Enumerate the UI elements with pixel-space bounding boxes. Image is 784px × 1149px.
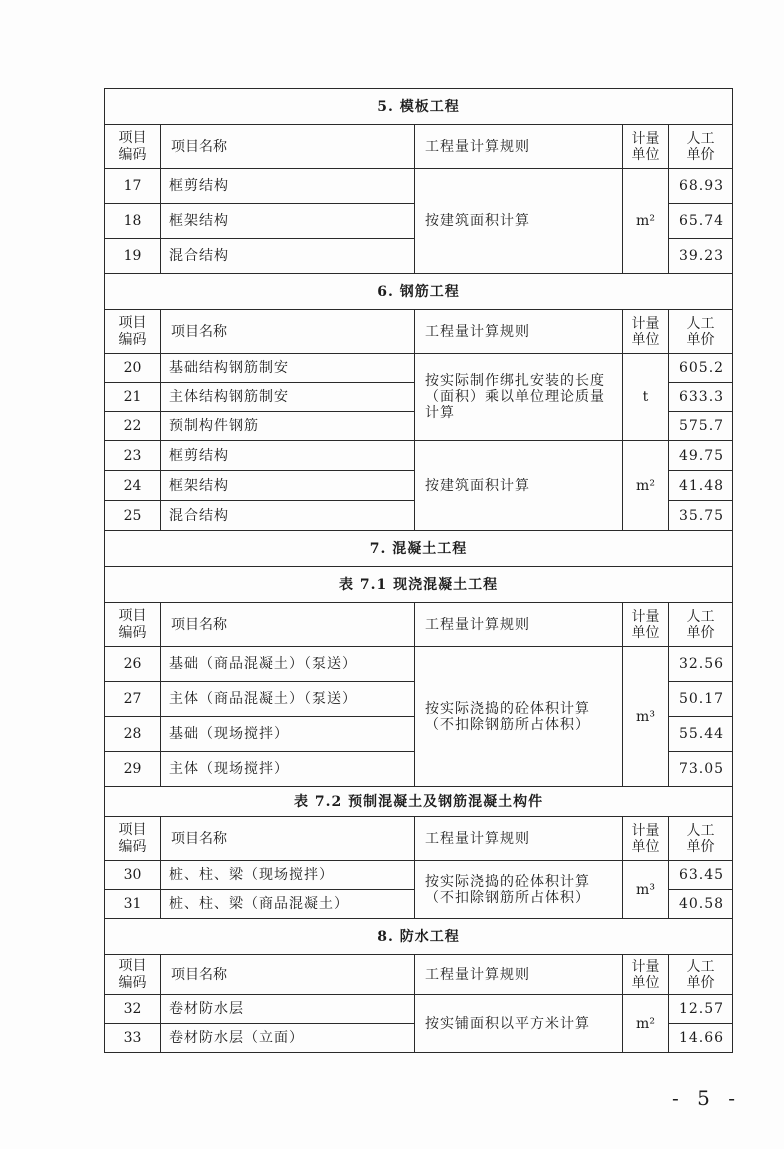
unit: m² xyxy=(623,441,669,531)
labor-price: 65.74 xyxy=(669,204,733,239)
section-title: 8. 防水工程 xyxy=(105,919,733,955)
labor-price: 41.48 xyxy=(669,471,733,501)
labor-price: 68.93 xyxy=(669,169,733,204)
unit: m³ xyxy=(623,647,669,787)
item-name: 主体结构钢筋制安 xyxy=(161,383,415,412)
item-name: 基础结构钢筋制安 xyxy=(161,354,415,383)
labor-price: 605.2 xyxy=(669,354,733,383)
header-name: 项目名称 xyxy=(161,603,415,647)
labor-price: 50.17 xyxy=(669,682,733,717)
item-code: 21 xyxy=(105,383,161,412)
item-name: 框剪结构 xyxy=(161,441,415,471)
labor-price: 73.05 xyxy=(669,752,733,787)
item-code: 18 xyxy=(105,204,161,239)
header-name: 项目名称 xyxy=(161,817,415,861)
table-row xyxy=(105,354,733,383)
header-rule: 工程量计算规则 xyxy=(415,125,623,169)
item-code: 25 xyxy=(105,501,161,531)
table-row xyxy=(105,169,733,204)
page-number: - 5 - xyxy=(672,1086,741,1110)
item-code: 23 xyxy=(105,441,161,471)
table-row xyxy=(105,441,733,471)
unit: m² xyxy=(623,169,669,274)
item-name: 框架结构 xyxy=(161,471,415,501)
calc-rule: 按实际浇捣的砼体积计算（不扣除钢筋所占体积） xyxy=(415,647,623,787)
labor-price: 14.66 xyxy=(669,1024,733,1053)
labor-price: 633.3 xyxy=(669,383,733,412)
calc-rule: 按实际浇捣的砼体积计算（不扣除钢筋所占体积） xyxy=(415,861,623,919)
item-code: 27 xyxy=(105,682,161,717)
header-price: 人工 单价 xyxy=(669,310,733,354)
header-rule: 工程量计算规则 xyxy=(415,603,623,647)
item-code: 24 xyxy=(105,471,161,501)
item-name: 卷材防水层 xyxy=(161,995,415,1024)
item-name: 基础（现场搅拌） xyxy=(161,717,415,752)
table-row xyxy=(105,995,733,1024)
item-code: 29 xyxy=(105,752,161,787)
header-price: 人工 单价 xyxy=(669,125,733,169)
labor-price-table xyxy=(104,88,733,1053)
header-name: 项目名称 xyxy=(161,955,415,995)
labor-price: 39.23 xyxy=(669,239,733,274)
header-code: 项目 编码 xyxy=(105,955,161,995)
item-code: 31 xyxy=(105,890,161,919)
item-code: 17 xyxy=(105,169,161,204)
item-code: 30 xyxy=(105,861,161,890)
labor-price: 49.75 xyxy=(669,441,733,471)
item-name: 混合结构 xyxy=(161,501,415,531)
header-unit: 计量 单位 xyxy=(623,955,669,995)
labor-price: 40.58 xyxy=(669,890,733,919)
header-code: 项目 编码 xyxy=(105,125,161,169)
item-code: 22 xyxy=(105,412,161,441)
header-code: 项目 编码 xyxy=(105,817,161,861)
unit: m³ xyxy=(623,861,669,919)
unit: t xyxy=(623,354,669,441)
item-code: 19 xyxy=(105,239,161,274)
header-rule: 工程量计算规则 xyxy=(415,955,623,995)
table-row xyxy=(105,861,733,890)
labor-price: 575.7 xyxy=(669,412,733,441)
header-unit: 计量 单位 xyxy=(623,817,669,861)
labor-price: 32.56 xyxy=(669,647,733,682)
item-code: 28 xyxy=(105,717,161,752)
header-unit: 计量 单位 xyxy=(623,310,669,354)
labor-price: 12.57 xyxy=(669,995,733,1024)
calc-rule: 按建筑面积计算 xyxy=(415,169,623,274)
table-row xyxy=(105,647,733,682)
item-code: 20 xyxy=(105,354,161,383)
labor-price: 35.75 xyxy=(669,501,733,531)
calc-rule: 按实际制作绑扎安装的长度（面积）乘以单位理论质量计算 xyxy=(415,354,623,441)
header-rule: 工程量计算规则 xyxy=(415,817,623,861)
item-name: 预制构件钢筋 xyxy=(161,412,415,441)
subtable-title: 表 7.2 预制混凝土及钢筋混凝土构件 xyxy=(105,787,733,817)
calc-rule: 按实铺面积以平方米计算 xyxy=(415,995,623,1053)
item-name: 桩、柱、梁（现场搅拌） xyxy=(161,861,415,890)
labor-price: 63.45 xyxy=(669,861,733,890)
calc-rule: 按建筑面积计算 xyxy=(415,441,623,531)
header-name: 项目名称 xyxy=(161,125,415,169)
section-title: 5. 模板工程 xyxy=(105,89,733,125)
item-name: 桩、柱、梁（商品混凝土） xyxy=(161,890,415,919)
item-code: 33 xyxy=(105,1024,161,1053)
item-code: 32 xyxy=(105,995,161,1024)
header-rule: 工程量计算规则 xyxy=(415,310,623,354)
header-code: 项目 编码 xyxy=(105,310,161,354)
section-title: 7. 混凝土工程 xyxy=(105,531,733,567)
header-price: 人工 单价 xyxy=(669,817,733,861)
item-name: 框剪结构 xyxy=(161,169,415,204)
header-code: 项目 编码 xyxy=(105,603,161,647)
item-name: 主体（现场搅拌） xyxy=(161,752,415,787)
item-name: 框架结构 xyxy=(161,204,415,239)
header-name: 项目名称 xyxy=(161,310,415,354)
header-unit: 计量 单位 xyxy=(623,125,669,169)
item-code: 26 xyxy=(105,647,161,682)
labor-price: 55.44 xyxy=(669,717,733,752)
subtable-title: 表 7.1 现浇混凝土工程 xyxy=(105,567,733,603)
header-unit: 计量 单位 xyxy=(623,603,669,647)
item-name: 混合结构 xyxy=(161,239,415,274)
section-title: 6. 钢筋工程 xyxy=(105,274,733,310)
header-price: 人工 单价 xyxy=(669,955,733,995)
item-name: 主体（商品混凝土）（泵送） xyxy=(161,682,415,717)
item-name: 基础（商品混凝土）（泵送） xyxy=(161,647,415,682)
item-name: 卷材防水层（立面） xyxy=(161,1024,415,1053)
unit: m² xyxy=(623,995,669,1053)
header-price: 人工 单价 xyxy=(669,603,733,647)
